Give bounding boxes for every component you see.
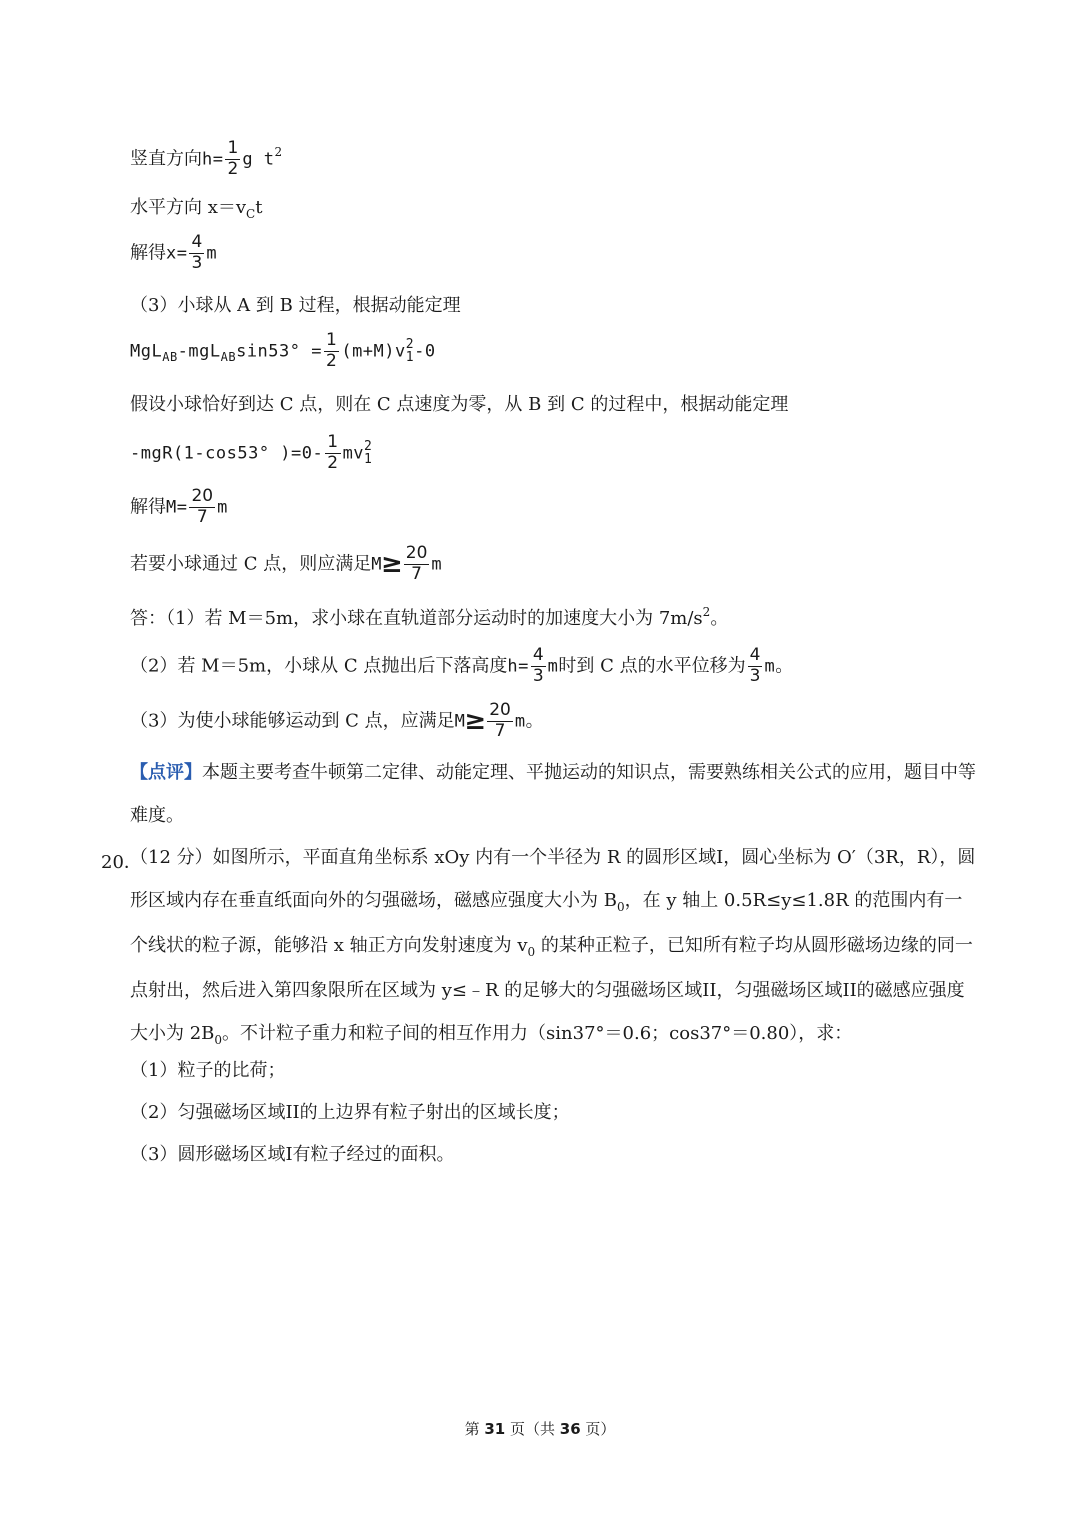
superscript-subscript: 2 1 [405, 336, 415, 366]
question-number: 20． [101, 852, 142, 873]
fraction-half: $\frac{1}{2}$ [327, 432, 339, 473]
superscript-subscript: 2 1 [364, 438, 373, 468]
page-total: 36 [559, 1420, 581, 1438]
page-number: 31 [484, 1420, 506, 1438]
solution-line-assume: 假设小球恰好到达 C 点，则在 C 点速度为零，从 B 到 C 的过程中，根据动能定理 [130, 394, 789, 415]
question-paragraph: （12 分）如图所示，平面直角坐标系 xOy 内有一个半径为 R 的圆形区域I，圆心坐标为 O′（3R，R），圆形区域内存在垂直纸面向外的匀强磁场，磁感应强度大小为 $B_0$，在 y 轴上 0.5R≤y≤1.8R 的范围内有一个线状的粒子源，能够沿 x 轴正方向发射速度为 $v_0$ 的某种正粒子，已知所有粒子均从圆形磁场边缘的同一点射出，然后进入第四象限所在区域为 y≤﹣R 的足够大的匀强磁场区域II，匀强磁场区域II的磁感应强度大小为 $2B_0$。不计粒子重力和粒子间的相互作用力（sin37°＝0.6；cos37°＝0.80），求： [130, 847, 976, 1047]
fraction-four-thirds: $\frac{4}{3}$ [749, 645, 761, 686]
formula-energy-ab: MgL$_{AB}$-mgL$_{AB}$sin53° = $\frac{1}{2}$ (m+M)v 2 1 -0 [130, 330, 436, 371]
answer-line-1: 答：（1）若 M＝5m，求小球在直轨道部分运动时的加速度大小为 $7m/s^2$。 [130, 605, 729, 629]
fraction-half: $\frac{1}{2}$ [227, 138, 239, 179]
fraction-twenty-sevenths: $\frac{20}{7}$ [405, 543, 428, 584]
answer-line-2: （2）若 M＝5m，小球从 C 点抛出后下落高度h= $\frac{4}{3}$ m时到 C 点的水平位移为 $\frac{4}{3}$ m。 [130, 645, 794, 686]
formula-energy-bc: -mgR(1-cos53° )=0- $\frac{1}{2}$ mv 2 1 [130, 432, 373, 473]
solution-line-part3: （3）小球从 A 到 B 过程，根据动能定理 [130, 295, 461, 316]
sub-question-3: （3）圆形磁场区域I有粒子经过的面积。 [130, 1144, 455, 1165]
fraction-four-thirds: $\frac{4}{3}$ [191, 232, 203, 273]
vertical-label: 竖直方向 [130, 148, 202, 170]
solution-line-condition: 若要小球通过 C 点，则应满足M≥ $\frac{20}{7}$ m [130, 543, 443, 584]
answer-line-3: （3）为使小球能够运动到 C 点，应满足M≥ $\frac{20}{7}$ m。 [130, 700, 544, 741]
solution-line-result-x: 解得x= $\frac{4}{3}$ m [130, 232, 218, 273]
solution-line-horizontal: 水平方向 $x=v_Ct$ [130, 197, 263, 221]
solution-line-vertical: 竖直方向h= $\frac{1}{2}$ g $t^2$ [130, 138, 283, 179]
solution-line-result-m: 解得M= $\frac{20}{7}$ m [130, 486, 228, 527]
page-footer: 第 31 页（共 36 页） [464, 1420, 616, 1438]
fraction-four-thirds: $\frac{4}{3}$ [532, 645, 544, 686]
fraction-twenty-sevenths: $\frac{20}{7}$ [489, 700, 511, 741]
comment-text: 本题主要考查牛顿第二定律、动能定理、平抛运动的知识点，需要熟练相关公式的应用，题目中等难度。 [130, 762, 976, 826]
sub-question-2: （2）匀强磁场区域II的上边界有粒子射出的区域长度； [130, 1102, 570, 1123]
fraction-half: $\frac{1}{2}$ [326, 330, 338, 371]
comment-label: 【点评】 [130, 762, 202, 783]
sub-question-1: （1）粒子的比荷； [130, 1060, 286, 1081]
fraction-twenty-sevenths: $\frac{20}{7}$ [191, 486, 214, 527]
comment-paragraph [130, 751, 980, 837]
formula-h: h= [202, 149, 224, 170]
